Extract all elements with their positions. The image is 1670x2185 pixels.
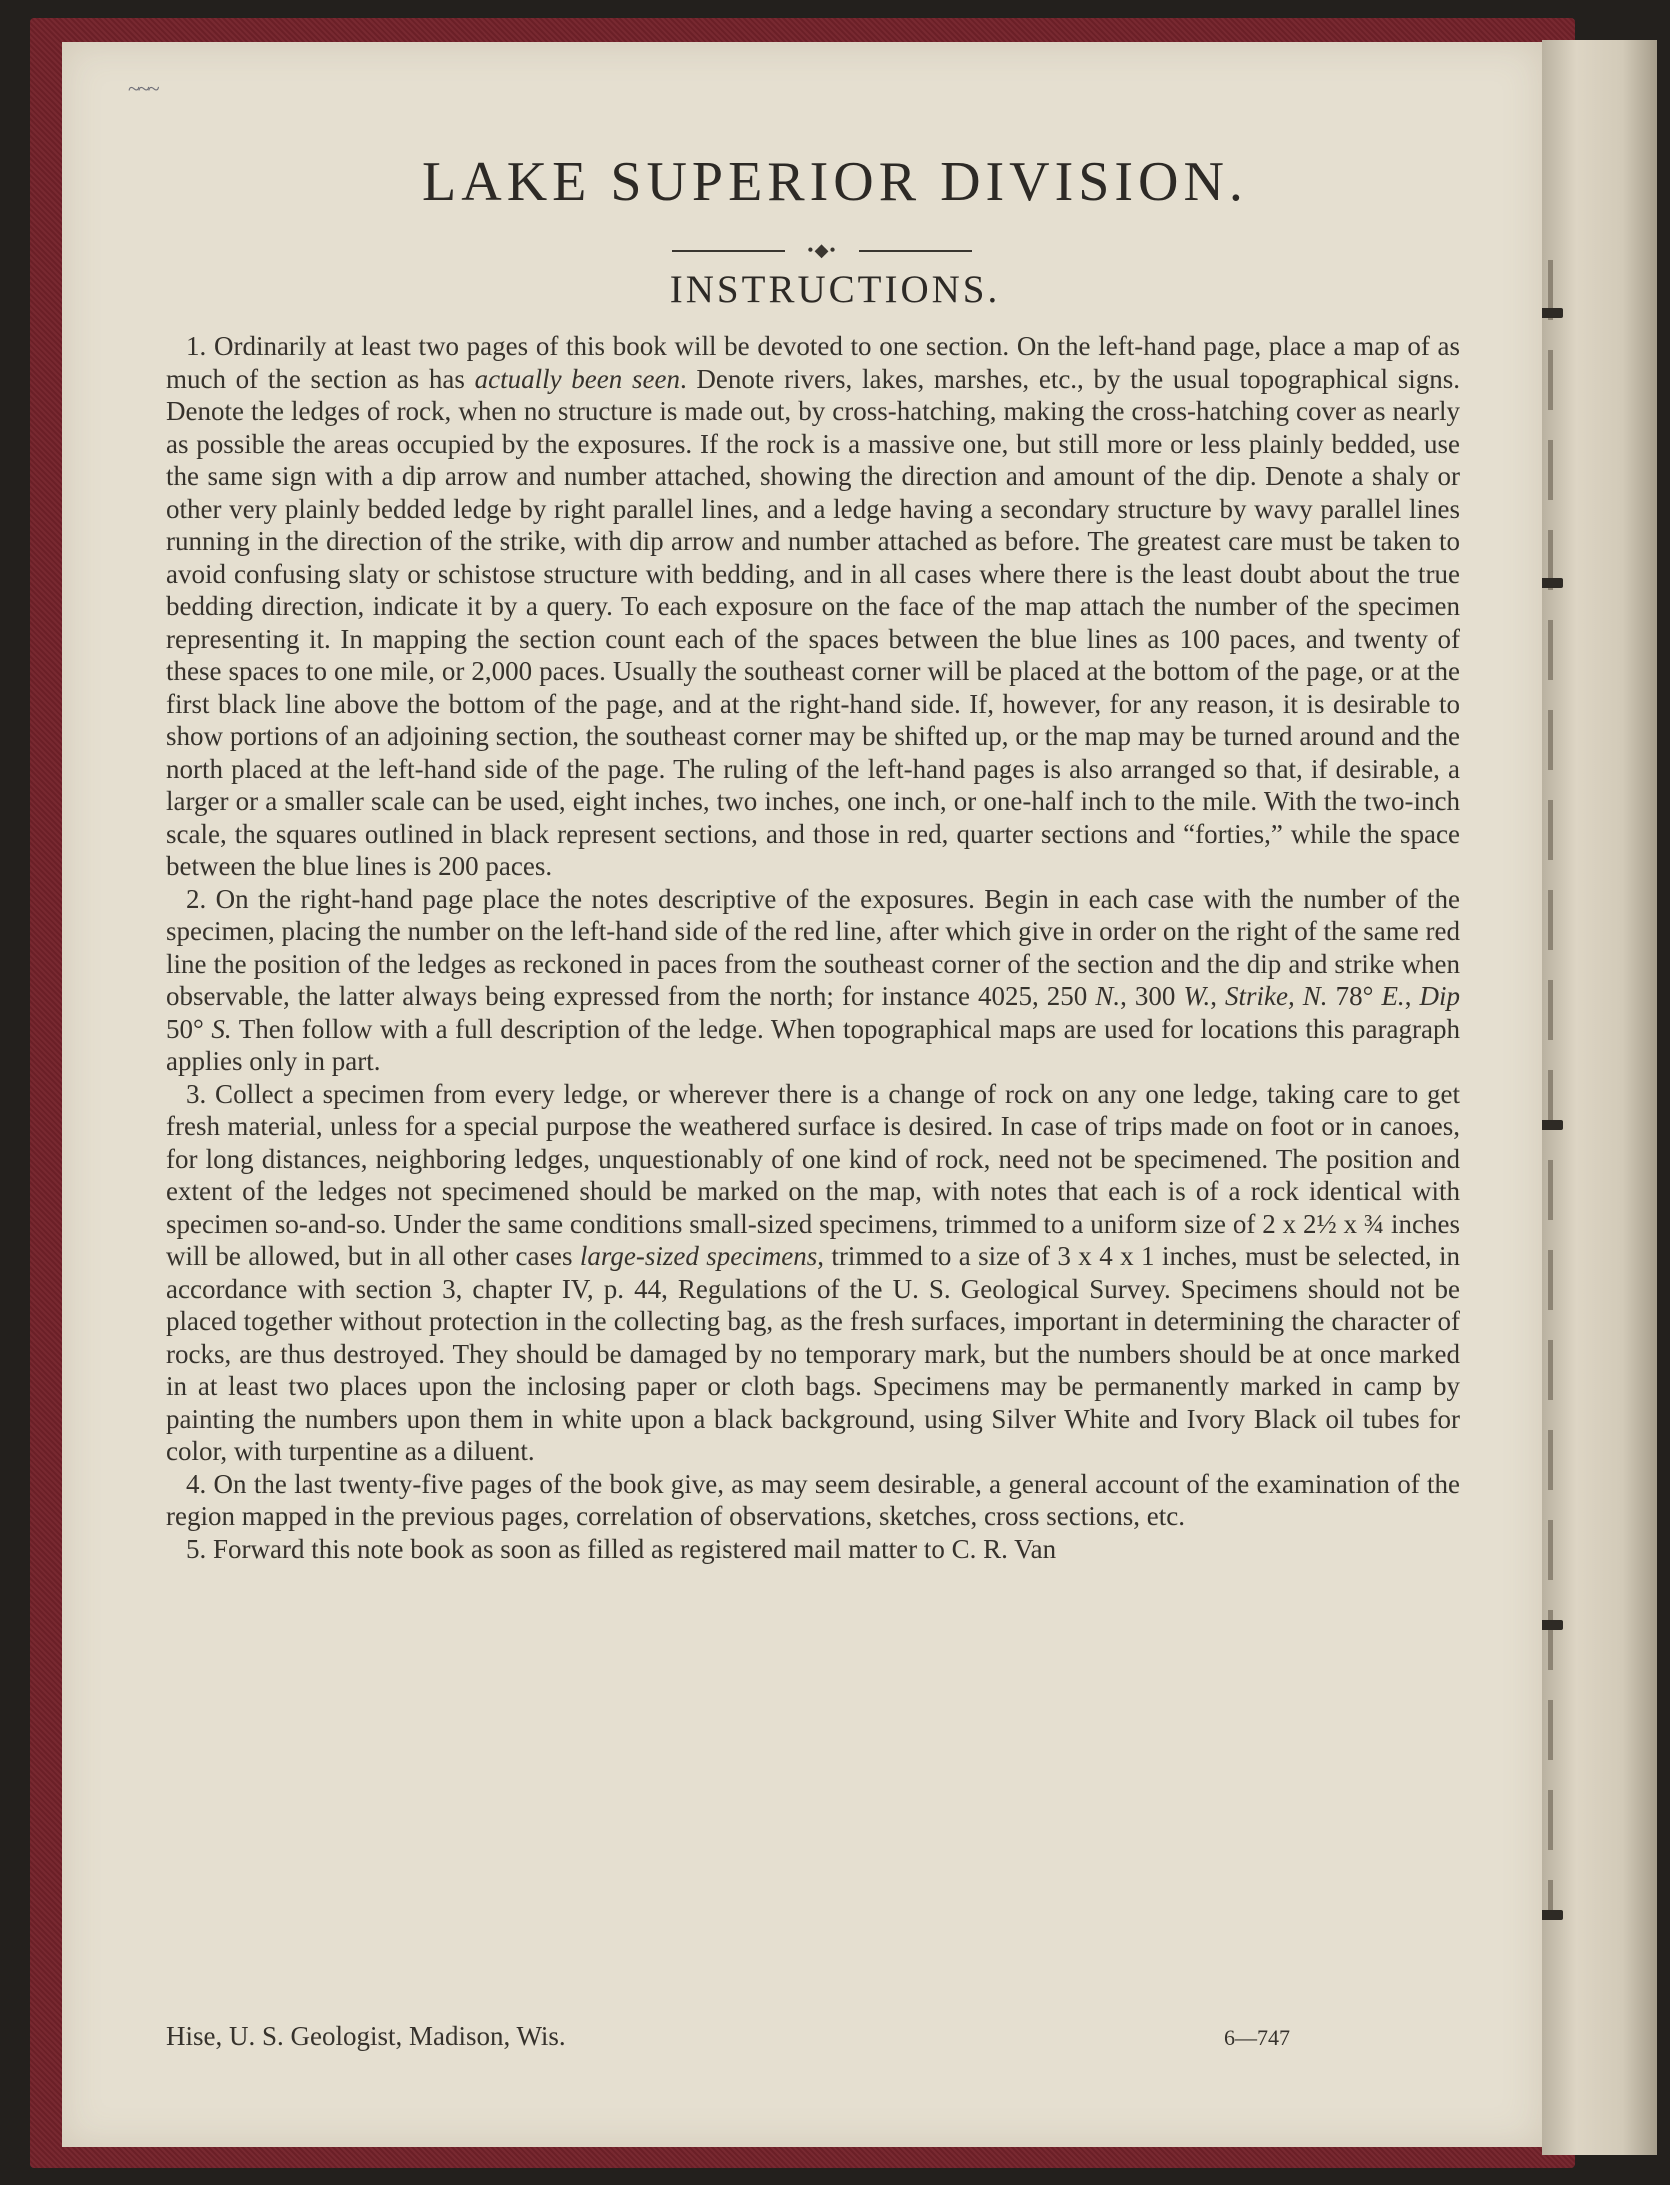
instructions-body bbox=[166, 330, 1460, 1565]
italic-text: E. bbox=[1381, 981, 1405, 1011]
text-run: . Denote rivers, lakes, marshes, etc., by the usual topographical signs. Denote the ledges of rock, when no structure is made out, by cross-hatching, making the cross-hatching cover as nearly as possible the areas occupied by the exposures. If the rock is a massive one, but still more or less plainly bedded, use the same sign with a dip arrow and number attached, showing the direction and amount of the dip. Denote a shaly or other very plainly bedded ledge by right parallel lines, and a ledge having a secondary structure by wavy parallel lines running in the direction of the strike, with dip arrow and number attached as before. The greatest care must be taken to avoid confusing slaty or schistose structure with bedding, and in all cases where there is the least doubt about the true bedding direction, indicate it by a query. To each exposure on the face of the map attach the number of the specimen representing it. In mapping the section count each of the spaces between the blue lines as 100 paces, and twenty of these spaces to one mile, or 2,000 paces. Usually the southeast corner will be placed at the bottom of the page, or at the first black line above the bottom of the page, and at the right-hand side. If, however, for any reason, it is desirable to show portions of an adjoining section, the southeast corner may be shifted up, or the map may be turned around and the north placed at the left-hand side of the page. The ruling of the left-hand pages is also arranged so that, if desirable, a larger or a smaller scale can be used, eight inches, two inches, one inch, or one-half inch to the mile. With the two-inch scale, the squares outlined in black represent sections, and those in red, quarter sections and “forties,” while the space between the blue lines is 200 paces. bbox=[166, 363, 1460, 881]
divider-rule-right bbox=[859, 250, 972, 252]
text-run: , 300 bbox=[1120, 981, 1184, 1011]
instruction-paragraph-1 bbox=[166, 330, 1460, 883]
text-run: 5. Forward this note book as soon as filled as registered mail matter to C. R. Van bbox=[186, 1533, 1057, 1564]
italic-text: Dip bbox=[1419, 981, 1460, 1011]
text-run: 4. On the last twenty-five pages of the book give, as may seem desirable, a general account of the examination of the region mapped in the previous pages, correlation of observations, sketches, cross sections, etc. bbox=[166, 1468, 1460, 1531]
pencil-mark: ~~~ bbox=[128, 76, 158, 101]
divider-ornament-icon: •◆• bbox=[807, 240, 837, 260]
italic-text: W. bbox=[1183, 981, 1211, 1011]
text-run: , bbox=[1210, 981, 1225, 1011]
text-run: , bbox=[1404, 981, 1420, 1011]
italic-text: N. bbox=[1095, 981, 1121, 1011]
text-run: 50° bbox=[166, 1013, 212, 1044]
text-run: Then follow with a full description of the ledge. When topographical maps are used for locations this paragraph applies only in part. bbox=[166, 1013, 1460, 1076]
instruction-paragraph-2 bbox=[166, 883, 1460, 1078]
text-run: 3. Collect a specimen from every ledge, or wherever there is a change of rock on any one ledge, taking care to get fresh material, unless for a special purpose the weathered surface is desired. In case of trips made on foot or in canoes, for long distances, neighboring ledges, unquestionably of one kind of rock, need not be specimened. The position and extent of the ledges not specimened should be marked on the map, with notes that each is of a rock identical with specimen so-and-so. Under the same conditions small-sized specimens, trimmed to a uniform size of 2 x 2½ x ¾ inches will be allowed, but in all other cases bbox=[166, 1078, 1460, 1271]
form-number: 6—747 bbox=[1224, 2025, 1290, 2050]
italic-text: S. bbox=[211, 1013, 232, 1044]
instruction-paragraph-4 bbox=[166, 1468, 1460, 1533]
italic-text: Strike, N. bbox=[1225, 981, 1328, 1011]
page-title: LAKE SUPERIOR DIVISION. bbox=[422, 151, 1248, 213]
divider-rule-left bbox=[672, 250, 785, 252]
instruction-paragraph-5 bbox=[166, 1533, 1460, 1566]
text-run: , trimmed to a size of 3 x 4 x 1 inches, must be selected, in accordance with section 3, chapter IV, p. 44, Regulations of the U. S. Geological Survey. Specimens should not be placed together without protection in the collecting bag, as the fresh surfaces, important in determining the character of rocks, are thus destroyed. They should be damaged by no temporary mark, but the numbers should be at once marked in at least two places upon the inclosing paper or cloth bags. Specimens may be permanently marked in camp by painting the numbers upon them in white upon a black background, using Silver White and Ivory Black oil tubes for color, with turpentine as a diluent. bbox=[166, 1241, 1460, 1466]
italic-text: actually been seen bbox=[474, 363, 680, 394]
text-run: 78° bbox=[1327, 981, 1382, 1011]
title-divider bbox=[672, 240, 972, 260]
section-heading: INSTRUCTIONS. bbox=[669, 268, 1001, 311]
page-footer bbox=[166, 2020, 1460, 2054]
instruction-paragraph-3 bbox=[166, 1078, 1460, 1468]
binding-thread bbox=[1548, 260, 1553, 1910]
book-gutter bbox=[1542, 40, 1657, 2155]
text-run: 1. Ordinarily at least two pages of this book will be devoted to one section. On the left-hand page, place a map of as much of the section as has bbox=[166, 331, 1460, 394]
footer-line: Hise, U. S. Geologist, Madison, Wis. bbox=[166, 2021, 566, 2051]
italic-text: large-sized specimens bbox=[579, 1241, 818, 1271]
text-run: 2. On the right-hand page place the notes descriptive of the exposures. Begin in each case with the number of the specimen, placing the number on the left-hand side of the red line, after which give in order on the right of the same red line the position of the ledges as reckoned in paces from the southeast corner of the section and the dip and strike when observable, the latter always being expressed from the north; for instance 4025, 250 bbox=[166, 883, 1460, 1011]
